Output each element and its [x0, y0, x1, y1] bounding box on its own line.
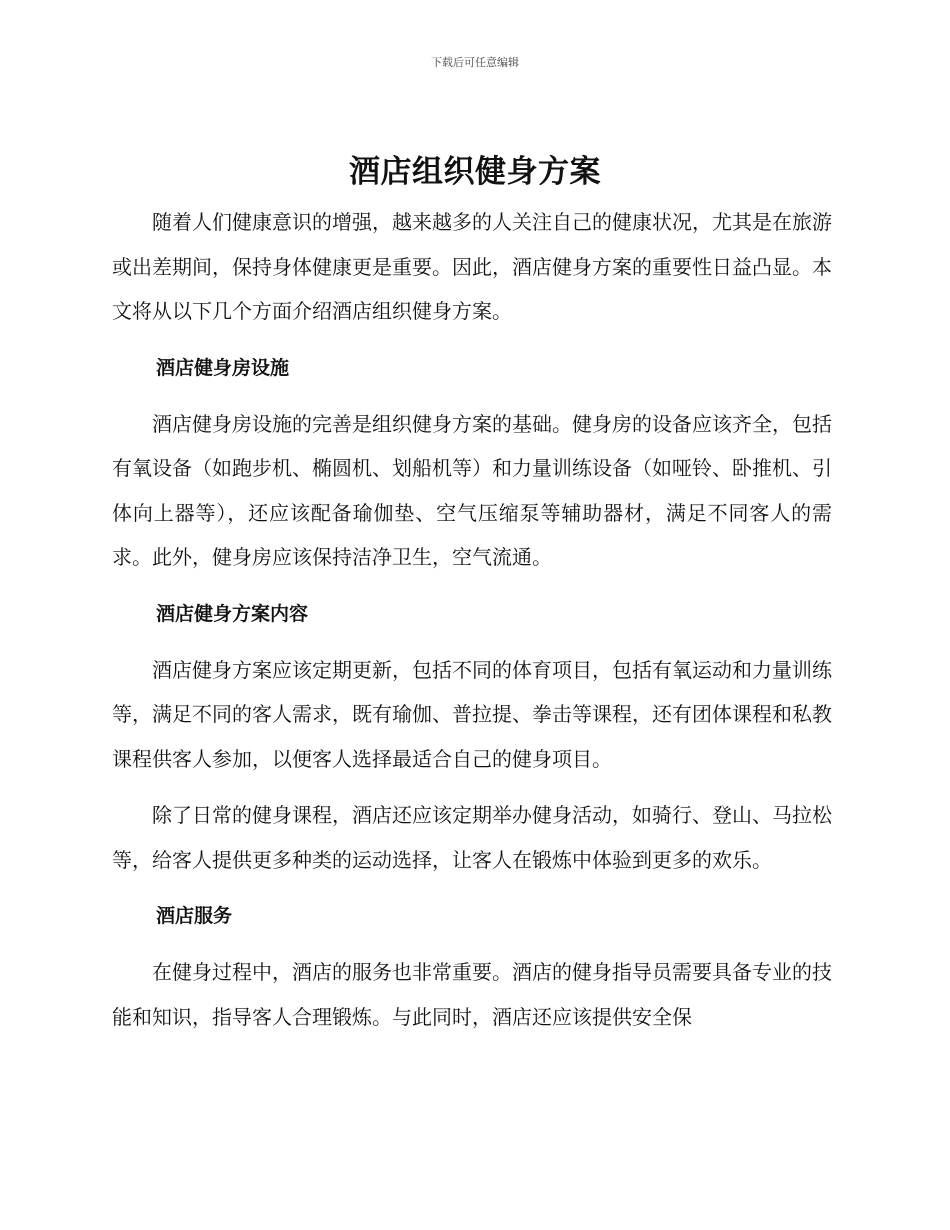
document-title: 酒店组织健身方案 — [349, 154, 601, 190]
hotel-service-paragraph: 在健身过程中，酒店的服务也非常重要。酒店的健身指导员需要具备专业的技能和知识，指导客人合理锻炼。与此同时，酒店还应该提供安全保 — [112, 960, 832, 1029]
section-heading-program-content: 酒店健身方案内容 — [156, 602, 309, 625]
section-heading-hotel-service: 酒店服务 — [156, 905, 233, 927]
program-content-paragraph-1: 酒店健身方案应该定期更新，包括不同的体育项目，包括有氧运动和力量训练等，满足不同的客人需求，既有瑜伽、普拉提、拳击等课程，还有团体课程和私教课程供客人参加，以便客人选择最适合自己的健身项目。 — [112, 657, 832, 771]
document-body — [112, 200, 832, 1051]
section-heading-facilities: 酒店健身房设施 — [156, 356, 290, 379]
facilities-paragraph: 酒店健身房设施的完善是组织健身方案的基础。健身房的设备应该齐全，包括有氧设备（如跑步机、椭圆机、划船机等）和力量训练设备（如哑铃、卧推机、引体向上器等），还应该配备瑜伽垫、空气压缩泵等辅助器材，满足不同客人的需求。此外，健身房应该保持洁净卫生，空气流通。 — [112, 411, 832, 569]
page-header: 下载后可任意编辑 — [431, 56, 519, 69]
intro-paragraph: 随着人们健康意识的增强，越来越多的人关注自己的健康状况，尤其是在旅游或出差期间，保持身体健康更是重要。因此，酒店健身方案的重要性日益凸显。本文将从以下几个方面介绍酒店组织健身方案。 — [112, 210, 832, 323]
program-content-paragraph-2: 除了日常的健身课程，酒店还应该定期举办健身活动，如骑行、登山、马拉松等，给客人提供更多种类的运动选择，让客人在锻炼中体验到更多的欢乐。 — [112, 803, 832, 872]
